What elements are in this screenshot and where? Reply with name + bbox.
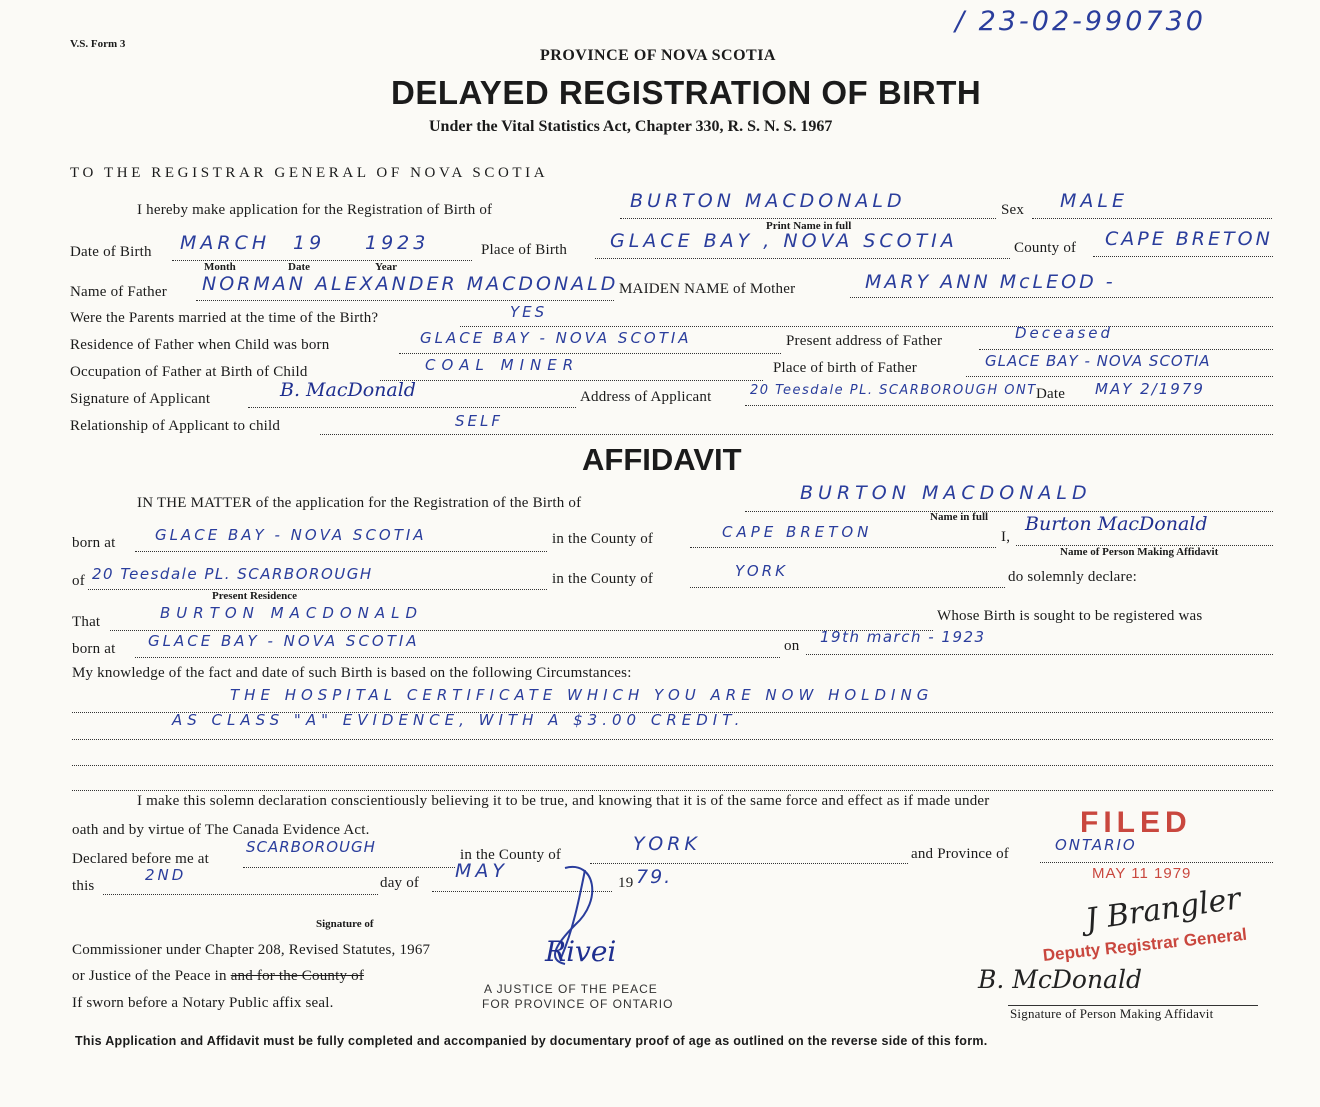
month-hint: Month — [204, 261, 236, 273]
residence-value: GLACE BAY - NOVA SCOTIA — [420, 329, 692, 347]
of-label: of — [72, 573, 85, 589]
province-value: ONTARIO — [1055, 836, 1137, 854]
commissioner-line: Commissioner under Chapter 208, Revised Statutes, 1967 — [72, 942, 431, 958]
relationship-value: SELF — [455, 412, 503, 430]
deponent-signature: B. McDonald — [978, 965, 1142, 994]
in-county-label: in the County of — [552, 531, 654, 547]
filed-date-stamp: MAY 11 1979 — [1092, 865, 1192, 882]
date-hint: Date — [288, 261, 310, 273]
place-value: GLACE BAY , NOVA SCOTIA — [610, 230, 958, 252]
residence-hint: Present Residence — [212, 590, 298, 602]
matter-name-hint: Name in full — [930, 511, 989, 523]
notary-line: If sworn before a Notary Public affix seal. — [72, 995, 334, 1011]
dob-month: MARCH — [180, 232, 271, 254]
whose-birth-label: Whose Birth is sought to be registered was — [937, 608, 1203, 624]
father-value: NORMAN ALEXANDER MACDONALD — [202, 273, 619, 295]
date-value: MAY 2/1979 — [1095, 380, 1205, 398]
justice-line: or Justice of the Peace in and for the County of — [72, 968, 365, 984]
footer-note: This Application and Affidavit must be fully completed and accompanied by documentary proof of age as outlined on the reverse side of this form. — [75, 1034, 988, 1048]
year-hint: Year — [375, 261, 397, 273]
dob-label: Date of Birth — [70, 244, 152, 260]
affidavit-heading: AFFIDAVIT — [582, 442, 742, 477]
circumstance-line-1: THE HOSPITAL CERTIFICATE WHICH YOU ARE NOW HOLDING — [230, 686, 934, 704]
declared-label: Declared before me at — [72, 851, 210, 867]
day-of-label: day of — [380, 875, 420, 891]
declaration-text: I make this solemn declaration conscientiously believing it to be true, and knowing that it is of the same force and effect as if made under — [137, 793, 990, 809]
applicant-address-label: Address of Applicant — [580, 389, 712, 405]
declare-label: do solemnly declare: — [1008, 569, 1137, 585]
on-label: on — [784, 638, 800, 654]
jp-stamp-line-1: A JUSTICE OF THE PEACE — [484, 982, 658, 996]
present-address-value: Deceased — [1015, 324, 1114, 342]
knowledge-label: My knowledge of the fact and date of such Birth is based on the following Circumstances: — [72, 665, 632, 681]
occupation-value: COAL MINER — [425, 356, 580, 374]
deponent-sig-label: Signature of Person Making Affidavit — [1010, 1006, 1214, 1021]
in-county-label-2: in the County of — [552, 571, 654, 587]
intro-label: I hereby make application for the Registration of Birth of — [137, 202, 493, 218]
father-label: Name of Father — [70, 284, 167, 300]
county-value: CAPE BRETON — [1105, 228, 1273, 250]
reference-number: / 23-02-990730 — [955, 6, 1206, 37]
jp-stamp-line-2: FOR PROVINCE OF ONTARIO — [482, 997, 674, 1011]
year-prefix: 19 — [618, 875, 634, 891]
born-at-label: born at — [72, 535, 116, 551]
sex-value: MALE — [1060, 190, 1128, 212]
county-value-aff: CAPE BRETON — [722, 523, 873, 541]
declared-at-value: SCARBOROUGH — [246, 838, 376, 856]
married-label: Were the Parents married at the time of the Birth? — [70, 310, 379, 326]
day-value: 2ND — [145, 866, 187, 884]
dob-date: 19 — [293, 232, 326, 254]
matter-label: IN THE MATTER of the application for the Registration of the Birth of — [137, 495, 582, 511]
applicant-address-value: 20 Teesdale PL. SCARBOROUGH ONT — [750, 383, 1037, 398]
mother-label: MAIDEN NAME of Mother — [619, 281, 796, 297]
residence-label: Residence of Father when Child was born — [70, 337, 330, 353]
this-label: this — [72, 878, 95, 894]
deponent-name: Burton MacDonald — [1025, 513, 1208, 535]
province-label: and Province of — [911, 846, 1009, 862]
year-value: 79. — [636, 866, 673, 888]
occupation-label: Occupation of Father at Birth of Child — [70, 364, 308, 380]
name-hint: Print Name in full — [766, 220, 852, 232]
deputy-signature: J Brangler — [1083, 881, 1243, 938]
date-label: Date — [1036, 386, 1066, 402]
act-subtitle: Under the Vital Statistics Act, Chapter 330, R. S. N. S. 1967 — [429, 118, 833, 135]
mother-value: MARY ANN McLEOD - — [865, 271, 1116, 293]
relationship-label: Relationship of Applicant to child — [70, 418, 281, 434]
father-birthplace-label: Place of birth of Father — [773, 360, 917, 376]
residence-value-aff: 20 Teesdale PL. SCARBOROUGH — [92, 565, 373, 583]
declared-county-value: YORK — [633, 833, 701, 855]
child-name-value: BURTON MACDONALD — [630, 190, 906, 212]
county2-value: YORK — [735, 562, 788, 580]
month-value: MAY — [455, 860, 508, 882]
i-label: I, — [1001, 529, 1011, 545]
place-label: Place of Birth — [481, 242, 568, 258]
born-at-value: GLACE BAY - NOVA SCOTIA — [155, 526, 427, 544]
that-label: That — [72, 614, 101, 630]
born-at2-value: GLACE BAY - NOVA SCOTIA — [148, 632, 420, 650]
filed-stamp: FILED — [1080, 806, 1192, 839]
commissioner-signature: Rivei — [545, 935, 617, 968]
form-number: V.S. Form 3 — [70, 38, 126, 50]
married-value: YES — [510, 303, 548, 321]
province-heading: PROVINCE OF NOVA SCOTIA — [540, 47, 776, 64]
county-label: County of — [1014, 240, 1077, 256]
commissioner-sig-label: Signature of — [316, 918, 374, 930]
father-birthplace-value: GLACE BAY - NOVA SCOTIA — [985, 352, 1211, 370]
signature-label: Signature of Applicant — [70, 391, 211, 407]
page-title: DELAYED REGISTRATION OF BIRTH — [391, 74, 982, 111]
deponent-hint: Name of Person Making Affidavit — [1060, 546, 1219, 558]
that-value: BURTON MACDONALD — [160, 604, 424, 622]
on-value: 19th march - 1923 — [820, 628, 986, 646]
dob-year: 1923 — [365, 232, 430, 254]
declaration-text-2: oath and by virtue of The Canada Evidence Act. — [72, 822, 370, 838]
present-address-label: Present address of Father — [786, 333, 943, 349]
deputy-registrar-stamp: Deputy Registrar General — [1041, 924, 1248, 966]
applicant-signature: B. MacDonald — [280, 379, 416, 401]
in-county-label-3: in the County of — [460, 847, 562, 863]
addressee: TO THE REGISTRAR GENERAL OF NOVA SCOTIA — [70, 165, 549, 181]
sex-label: Sex — [1001, 202, 1025, 218]
circumstance-line-2: AS CLASS "A" EVIDENCE, WITH A $3.00 CREDIT. — [172, 711, 745, 729]
born-at2-label: born at — [72, 641, 116, 657]
matter-name-value: BURTON MACDONALD — [800, 482, 1092, 504]
